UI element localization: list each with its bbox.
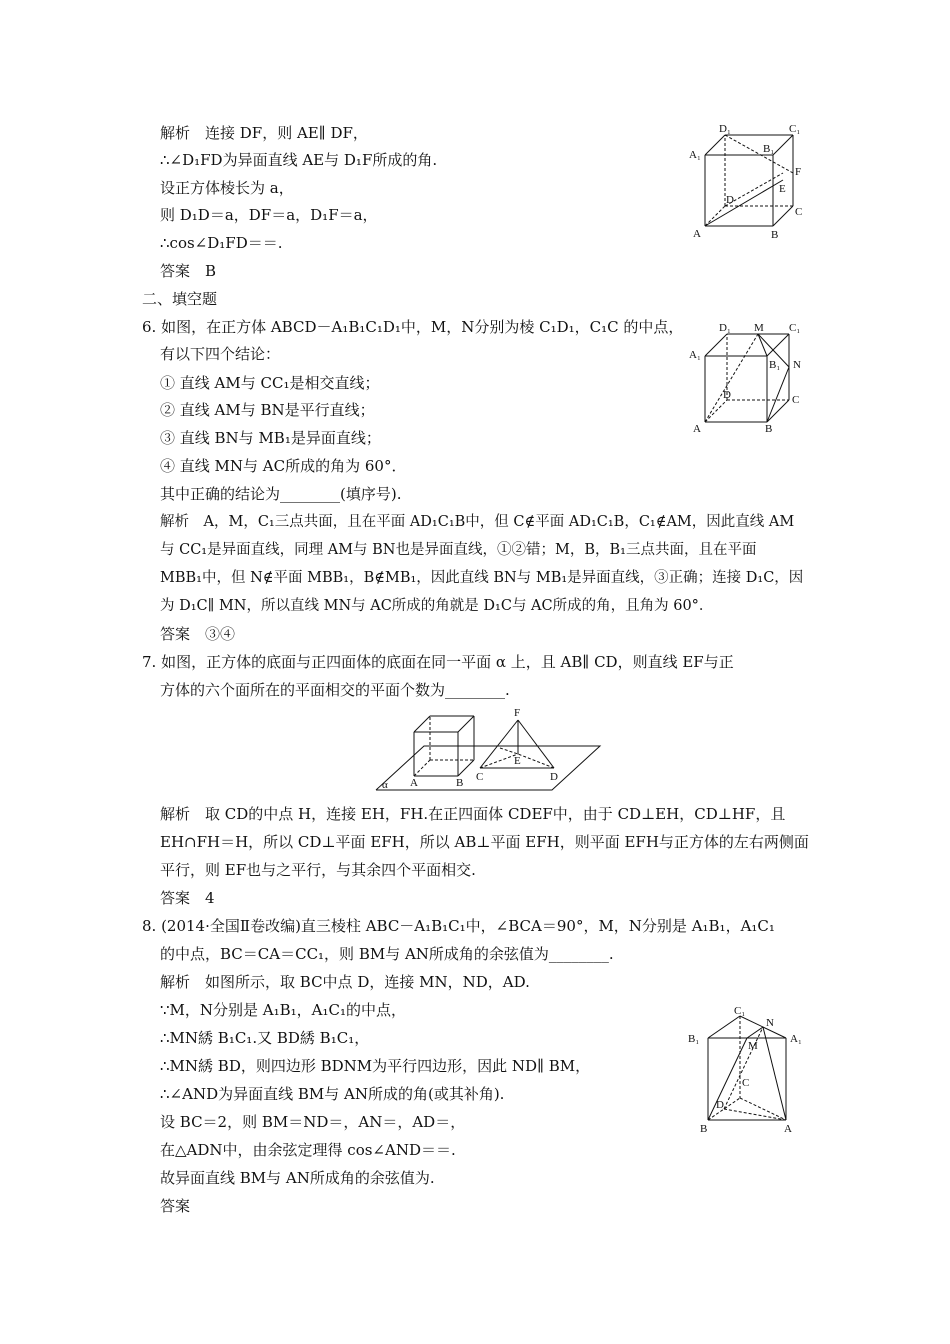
text-line: 在△ADN中，由余弦定理得 cos∠AND＝＝. [160, 1141, 456, 1159]
text-line: 设 BC＝2，则 BM＝ND＝，AN＝，AD＝， [160, 1113, 466, 1131]
text-line: ∴∠D₁FD为异面直线 AE与 D₁F所成的角. [160, 151, 438, 169]
cube-figure-q5 [685, 118, 815, 238]
label-M: M [754, 322, 764, 334]
label-E: E [514, 755, 521, 767]
label-D1: D₁ [719, 322, 731, 334]
cube-figure-q6 [685, 318, 815, 436]
text-line: 解析 连接 DF，则 AE∥ DF， [160, 124, 368, 142]
label-C1: C₁ [789, 123, 801, 135]
label-B1: B₁ [688, 1033, 700, 1045]
text-line: ∵M，N分别是 A₁B₁，A₁C₁的中点， [160, 1001, 407, 1019]
answer-label: 答案 B [160, 262, 217, 280]
text-line: 与 CC₁是异面直线，同理 AM与 BN也是异面直线，①②错；M，B，B₁三点共面，且在平面 [160, 542, 757, 558]
cube-tetrahedron-figure-q7 [368, 706, 604, 794]
question-6: 6. 如图，在正方体 ABCD－A₁B₁C₁D₁中，M，N分别为棱 C₁D₁，C₁C 的中点， [142, 318, 684, 336]
label-E: E [779, 183, 786, 195]
label-C1: C₁ [734, 1005, 746, 1017]
label-A: A [784, 1123, 792, 1135]
label-B1: B₁ [769, 359, 781, 371]
answer-label: 答案 4 [160, 889, 215, 907]
text-line: MBB₁中，但 N∉平面 MBB₁，B∉MB₁，因此直线 BN与 MB₁是异面直线，③正确；连接 D₁C，因 [160, 570, 804, 586]
text-line: 解析 A，M，C₁三点共面，且在平面 AD₁C₁B中，但 C∉平面 AD₁C₁B，C₁∉AM，因此直线 AM [160, 514, 795, 530]
option: ① 直线 AM与 CC₁是相交直线； [160, 374, 380, 392]
text-line: 的中点，BC＝CA＝CC₁，则 BM与 AN所成角的余弦值为________. [160, 945, 614, 963]
label-N: N [793, 359, 801, 371]
question-7: 7. 如图，正方体的底面与正四面体的底面在同一平面 α 上，且 AB∥ CD，则直线 EF与正 [142, 653, 734, 671]
label-A: A [693, 423, 701, 435]
option: ② 直线 AM与 BN是平行直线； [160, 401, 375, 419]
label-B: B [456, 777, 464, 789]
label-A: A [410, 777, 418, 789]
question-8: 8. (2014·全国Ⅱ卷改编)直三棱柱 ABC－A₁B₁C₁中，∠BCA＝90°，M，N分别是 A₁B₁，A₁C₁ [142, 917, 775, 935]
text-line: 故异面直线 BM与 AN所成角的余弦值为. [160, 1169, 435, 1187]
label-C: C [476, 771, 484, 783]
label-D1: D₁ [719, 123, 731, 135]
text-line: 有以下四个结论： [160, 345, 281, 363]
label-C: C [795, 206, 803, 218]
text-line: 为 D₁C∥ MN，所以直线 MN与 AC所成的角就是 D₁C与 AC所成的角，且角为 60°． [160, 598, 714, 614]
text-line: 解析 取 CD的中点 H，连接 EH，FH.在正四面体 CDEF中，由于 CD⊥EH，CD⊥HF，且 [160, 805, 786, 823]
prism-figure-q8 [686, 1004, 816, 1136]
label-B: B [771, 229, 779, 238]
label-N: N [766, 1017, 774, 1029]
label-D: D [716, 1099, 724, 1111]
label-A1: A₁ [689, 149, 701, 161]
label-M: M [748, 1040, 758, 1052]
label-B1: B₁ [763, 143, 775, 155]
label-B: B [765, 423, 773, 435]
text-line: ∴MN綉 BD，则四边形 BDNM为平行四边形，因此 ND∥ BM， [160, 1057, 591, 1075]
label-D: D [726, 194, 734, 206]
label-C1: C₁ [789, 322, 801, 334]
label-F: F [795, 166, 802, 178]
label-C: C [792, 394, 800, 406]
option: ③ 直线 BN与 MB₁是异面直线； [160, 429, 381, 447]
section-heading: 二、填空题 [142, 290, 218, 308]
text-line: 解析 如图所示，取 BC中点 D，连接 MN，ND，AD. [160, 973, 530, 991]
label-A: A [693, 228, 701, 238]
text-line: 平行，则 EF也与之平行，与其余四个平面相交. [160, 861, 476, 879]
label-B: B [700, 1123, 708, 1135]
label-A1: A₁ [790, 1033, 802, 1045]
text-line: 方体的六个面所在的平面相交的平面个数为________. [160, 681, 510, 699]
text-line: 则 D₁D＝a，DF＝a，D₁F＝a， [160, 206, 378, 224]
text-line: ∴∠AND为异面直线 BM与 AN所成的角(或其补角). [160, 1085, 505, 1103]
option: ④ 直线 MN与 AC所成的角为 60°． [160, 457, 407, 475]
text-line: ∴cos∠D₁FD＝＝. [160, 234, 283, 252]
label-D: D [550, 771, 558, 783]
label-F: F [514, 707, 521, 719]
label-C: C [742, 1077, 750, 1089]
text-line: ∴MN綉 B₁C₁.又 BD綉 B₁C₁， [160, 1029, 370, 1047]
text-line: 设正方体棱长为 a， [160, 179, 294, 197]
text-line: EH∩FH＝H，所以 CD⊥平面 EFH，所以 AB⊥平面 EFH，则平面 EFH与正方体的左右两侧面 [160, 833, 809, 851]
answer-label: 答案 [160, 1197, 191, 1215]
text-line: 其中正确的结论为________(填序号). [160, 485, 402, 503]
label-D: D [723, 389, 731, 401]
answer-label: 答案 ③④ [160, 625, 236, 643]
label-alpha: α [382, 779, 388, 791]
label-A1: A₁ [689, 349, 701, 361]
